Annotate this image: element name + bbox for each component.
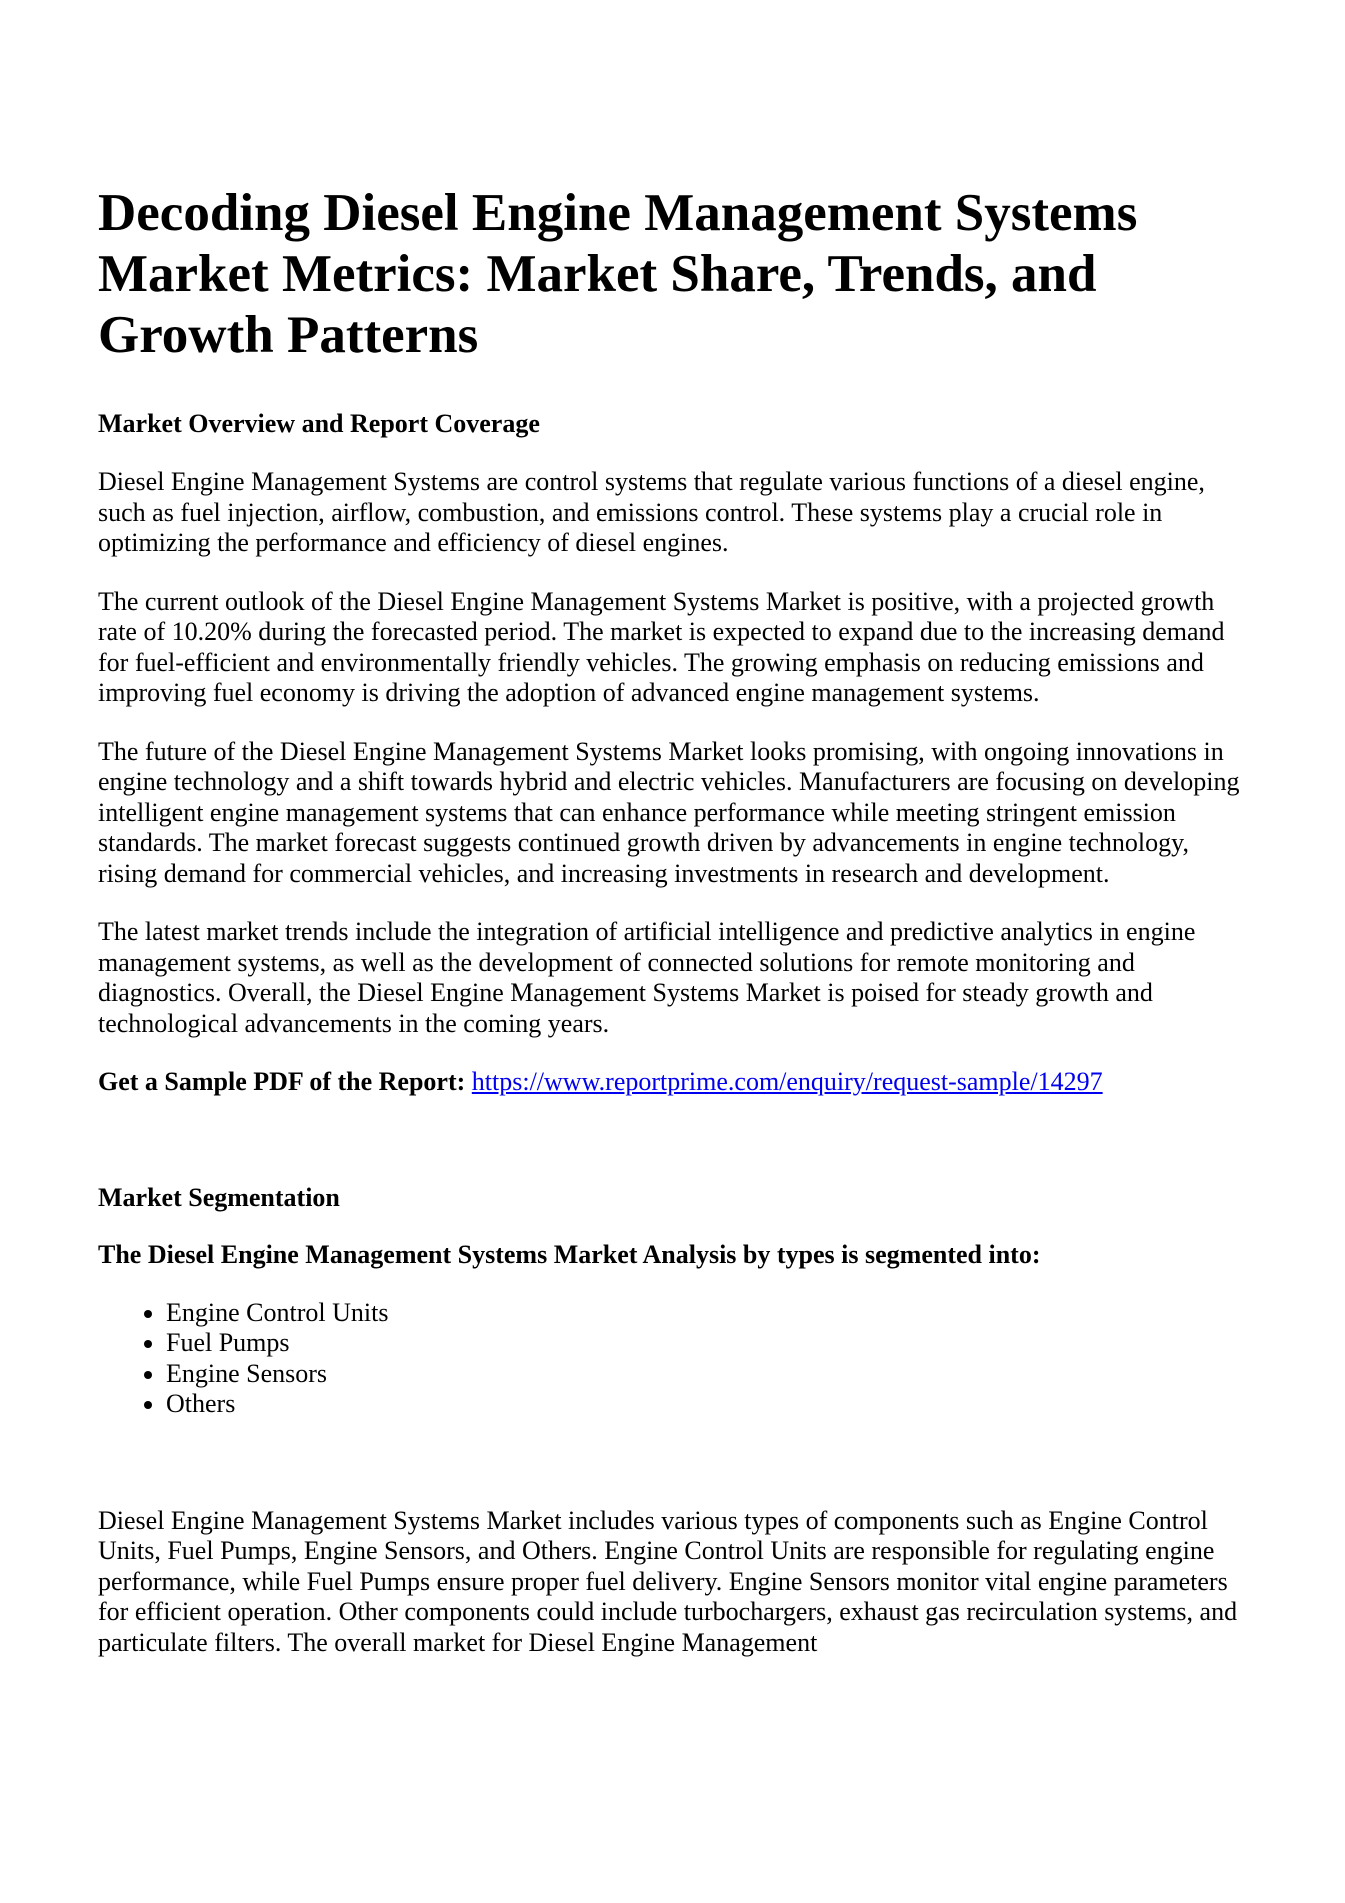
types-list xyxy=(98,1298,1253,1420)
overview-paragraph-1: Diesel Engine Management Systems are control systems that regulate various functions of a diesel engine, such as fuel injection, airflow, combustion, and emissions control. These systems play a crucial role in optimizing the performance and efficiency of diesel engines. xyxy=(98,467,1205,557)
sample-pdf-link[interactable]: https://www.reportprime.com/enquiry/request-sample/14297 xyxy=(471,1067,1103,1096)
list-item: • Engine Sensors xyxy=(166,1359,1253,1390)
types-heading: The Diesel Engine Management Systems Market Analysis by types is segmented into: xyxy=(98,1239,1041,1269)
overview-paragraph-3: The future of the Diesel Engine Management Systems Market looks promising, with ongoing innovations in engine technology and a shift towards hybrid and electric vehicles. Manufacturers are focusing on developing intelligent engine management systems that can enhance performance while meeting stringent emission standards. The market forecast suggests continued growth driven by advancements in engine technology, rising demand for commercial vehicles, and increasing investments in research and development. xyxy=(98,736,1240,888)
segmentation-heading: Market Segmentation xyxy=(98,1182,340,1212)
overview-paragraph-4: The latest market trends include the integration of artificial intelligence and predictive analytics in engine management systems, as well as the development of connected solutions for remote monitoring and diagnostics. Overall, the Diesel Engine Management Systems Market is poised for steady growth and technological advancements in the coming years. xyxy=(98,917,1196,1038)
list-item: • Fuel Pumps xyxy=(166,1328,1253,1359)
list-item: • Others xyxy=(166,1389,1253,1420)
list-item: • Engine Control Units xyxy=(166,1298,1253,1329)
sample-pdf-line xyxy=(98,1067,1253,1098)
overview-paragraph-2: The current outlook of the Diesel Engine Management Systems Market is positive, with a projected growth rate of 10.20% during the forecasted period. The market is expected to expand due to the increasing demand for fuel-efficient and environmentally friendly vehicles. The growing emphasis on reducing emissions and improving fuel economy is driving the adoption of advanced engine management systems. xyxy=(98,586,1225,707)
types-paragraph: Diesel Engine Management Systems Market includes various types of components such as Engine Control Units, Fuel Pumps, Engine Sensors, and Others. Engine Control Units are responsible for regulating engine performance, while Fuel Pumps ensure proper fuel delivery. Engine Sensors monitor vital engine parameters for efficient operation. Other components could include turbochargers, exhaust gas recirculation systems, and particulate filters. The overall market for Diesel Engine Management xyxy=(98,1505,1238,1657)
overview-heading: Market Overview and Report Coverage xyxy=(98,409,540,438)
sample-pdf-label: Get a Sample PDF of the Report: xyxy=(98,1067,466,1096)
page-title: Decoding Diesel Engine Management Systems Market Metrics: Market Share, Trends, and Growth Patterns xyxy=(98,184,1138,364)
